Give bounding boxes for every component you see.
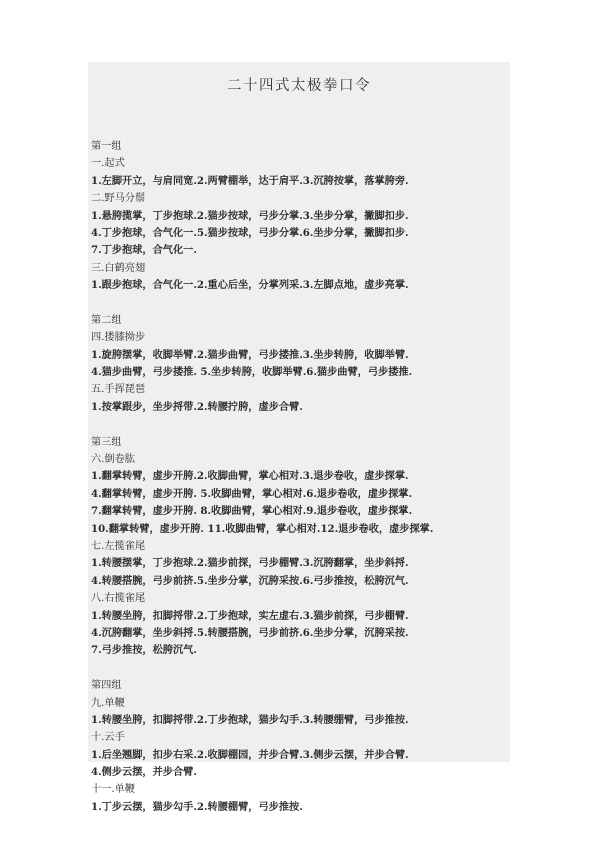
form-section-title: 八.右揽雀尾	[91, 593, 146, 605]
step-instructions: 1.转腰坐胯，扣脚捋带.2.丁步抱球，猫步勾手.3.转腰绷臂，弓步推按.	[91, 713, 409, 726]
form-section-title: 五.手挥琵琶	[91, 384, 146, 396]
step-instructions: 1.旋胯摆掌，收脚举臂.2.猫步曲臂，弓步搂推.3.坐步转胯，收脚举臂.	[91, 348, 409, 361]
form-section-title: 一.起式	[91, 158, 125, 170]
group-header: 第四组	[91, 680, 122, 692]
form-group	[91, 312, 506, 416]
step-instructions: 4.侧步云摆，并步合臂.	[91, 766, 197, 779]
group-header: 第二组	[91, 314, 122, 326]
form-section-title: 六.倒卷肱	[91, 454, 135, 466]
group-header: 第三组	[91, 436, 122, 448]
step-instructions: 4.猫步曲臂，弓步搂推. 5.坐步转胯，收脚举臂.6.猫步曲臂，弓步搂推.	[91, 366, 413, 379]
form-group	[91, 138, 506, 295]
step-instructions: 1.翻掌转臂，虚步开胯.2.收脚曲臂，掌心相对.3.退步卷收，虚步探掌.	[91, 470, 409, 483]
step-instructions: 7.丁步抱球，合气化一.	[91, 244, 197, 257]
step-instructions: 1.丁步云摆，猫步勾手.2.转腰棚臂，弓步推按.	[91, 800, 303, 813]
step-instructions: 1.按掌跟步，坐步捋带.2.转腰拧胯，虚步合臂.	[91, 400, 303, 413]
document-title: 二十四式太极拳口令	[227, 78, 371, 94]
step-instructions: 7.弓步推按，松胯沉气.	[91, 644, 197, 657]
step-instructions: 4.翻掌转臂，虚步开胯. 5.收脚曲臂，掌心相对.6.退步卷收，虚步探掌.	[91, 487, 413, 500]
step-instructions: 1.转腰坐胯，扣脚捋带.2.丁步抱球，实左虚右.3.猫步前探，弓步棚臂.	[91, 609, 409, 622]
step-instructions: 1.转腰摆掌，丁步抱球.2.猫步前探，弓步棚臂.3.沉胯翻掌，坐步斜捋.	[91, 557, 409, 570]
form-section-title: 十.云手	[91, 732, 125, 744]
step-instructions: 4.转腰搭腕，弓步前挤.5.坐步分掌，沉胯采按.6.弓步推按，松胯沉气.	[91, 574, 409, 587]
form-group	[91, 434, 506, 660]
form-section-title: 七.左揽雀尾	[91, 540, 146, 552]
step-instructions: 4.沉胯翻掌，坐步斜捋.5.转腰搭腕，弓步前挤.6.坐步分掌，沉胯采按.	[91, 626, 409, 639]
form-group	[91, 677, 506, 816]
form-section-title: 十一.单鞭	[91, 784, 135, 796]
step-instructions: 1.悬胯揽掌，丁步抱球.2.猫步按球，弓步分掌.3.坐步分掌，撇脚扣步.	[91, 209, 409, 222]
step-instructions: 1.跟步抱球，合气化一.2.重心后坐，分掌列采.3.左脚点地，虚步亮掌.	[91, 279, 409, 292]
step-instructions: 1.左脚开立，与肩同宽.2.两臂棚举，达于肩平.3.沉胯按掌，落掌胯旁.	[91, 174, 409, 187]
form-section-title: 四.搂膝拗步	[91, 332, 146, 344]
step-instructions: 10.翻掌转臂，虚步开胯. 11.收脚曲臂，掌心相对.12.退步卷收，虚步探掌.	[91, 522, 434, 535]
document-body	[91, 138, 506, 816]
form-section-title: 三.白鹤亮翅	[91, 262, 146, 274]
form-section-title: 二.野马分鬃	[91, 193, 146, 205]
form-section-title: 九.单鞭	[91, 697, 125, 709]
step-instructions: 4.丁步抱球，合气化一.5.猫步按球，弓步分掌.6.坐步分掌，撇脚扣步.	[91, 226, 409, 239]
step-instructions: 7.翻掌转臂，虚步开胯. 8.收脚曲臂，掌心相对.9.退步卷收，虚步探掌.	[91, 505, 413, 518]
group-header: 第一组	[91, 141, 122, 152]
step-instructions: 1.后坐翘脚，扣步右采.2.收脚棚园，并步合臂.3.侧步云摆，并步合臂.	[91, 748, 409, 761]
